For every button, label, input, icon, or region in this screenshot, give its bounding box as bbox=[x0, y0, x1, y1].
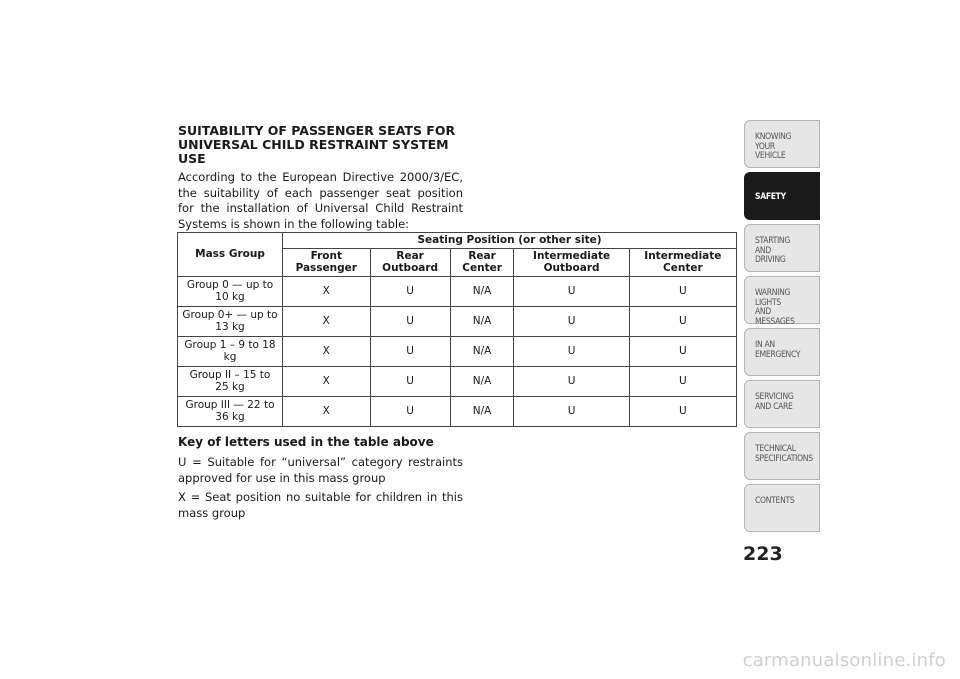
table-cell: U bbox=[629, 366, 736, 396]
table-cell: U bbox=[629, 276, 736, 306]
suitability-table bbox=[177, 232, 737, 427]
tab-in-an-emergency[interactable]: IN AN EMERGENCY bbox=[744, 328, 820, 376]
column-header: Intermediate Outboard bbox=[514, 248, 629, 276]
table-row bbox=[178, 366, 737, 396]
column-header: Rear Outboard bbox=[370, 248, 450, 276]
key-x-definition: X = Seat position no suitable for children in this mass group bbox=[178, 490, 463, 520]
table-cell: X bbox=[283, 366, 371, 396]
table-cell: N/A bbox=[450, 336, 514, 366]
column-header: Front Passenger bbox=[283, 248, 371, 276]
page-number: 223 bbox=[743, 543, 783, 565]
table-cell: U bbox=[370, 336, 450, 366]
mass-group-cell: Group 1 – 9 to 18 kg bbox=[178, 336, 283, 366]
section-heading: SUITABILITY OF PASSENGER SEATS FOR UNIVERSAL CHILD RESTRAINT SYSTEM USE bbox=[178, 123, 456, 166]
table-row bbox=[178, 306, 737, 336]
intro-paragraph: According to the European Directive 2000/3/EC, the suitability of each passenger seat position for the installation of Universal Child Restraint Systems is shown in the following table: bbox=[178, 170, 463, 231]
table-cell: X bbox=[283, 306, 371, 336]
seating-position-header: Seating Position (or other site) bbox=[283, 233, 737, 249]
table-cell: U bbox=[370, 306, 450, 336]
table-cell: U bbox=[514, 396, 629, 426]
mass-group-cell: Group 0+ — up to 13 kg bbox=[178, 306, 283, 336]
table-row bbox=[178, 276, 737, 306]
mass-group-cell: Group III — 22 to 36 kg bbox=[178, 396, 283, 426]
table-cell: X bbox=[283, 396, 371, 426]
column-header: Rear Center bbox=[450, 248, 514, 276]
chapter-tabs bbox=[744, 120, 820, 536]
mass-group-cell: Group II – 15 to 25 kg bbox=[178, 366, 283, 396]
tab-warning-lights-and-messages[interactable]: WARNING LIGHTS AND MESSAGES bbox=[744, 276, 820, 324]
watermark: carmanualsonline.info bbox=[742, 650, 946, 671]
table-cell: U bbox=[370, 396, 450, 426]
table-cell: U bbox=[370, 276, 450, 306]
table-cell: N/A bbox=[450, 276, 514, 306]
mass-group-header: Mass Group bbox=[178, 233, 283, 277]
table-cell: X bbox=[283, 336, 371, 366]
table-cell: U bbox=[629, 396, 736, 426]
table-header-row bbox=[178, 233, 737, 249]
mass-group-cell: Group 0 — up to 10 kg bbox=[178, 276, 283, 306]
table-cell: U bbox=[629, 306, 736, 336]
tab-starting-and-driving[interactable]: STARTING AND DRIVING bbox=[744, 224, 820, 272]
tab-servicing-and-care[interactable]: SERVICING AND CARE bbox=[744, 380, 820, 428]
table-cell: N/A bbox=[450, 366, 514, 396]
table-cell: U bbox=[629, 336, 736, 366]
table-row bbox=[178, 336, 737, 366]
tab-technical-specifications[interactable]: TECHNICAL SPECIFICATIONS bbox=[744, 432, 820, 480]
table-cell: N/A bbox=[450, 396, 514, 426]
table-cell: U bbox=[514, 336, 629, 366]
tab-knowing-your-vehicle[interactable]: KNOWING YOUR VEHICLE bbox=[744, 120, 820, 168]
table-cell: U bbox=[370, 366, 450, 396]
column-header: Intermediate Center bbox=[629, 248, 736, 276]
key-title: Key of letters used in the table above bbox=[178, 435, 434, 449]
table-cell: N/A bbox=[450, 306, 514, 336]
table-row bbox=[178, 396, 737, 426]
table-cell: U bbox=[514, 366, 629, 396]
tab-contents[interactable]: CONTENTS bbox=[744, 484, 820, 532]
table-cell: U bbox=[514, 276, 629, 306]
key-u-definition: U = Suitable for “universal” category restraints approved for use in this mass group bbox=[178, 455, 463, 485]
table-cell: X bbox=[283, 276, 371, 306]
tab-safety[interactable]: SAFETY bbox=[744, 172, 820, 220]
table-cell: U bbox=[514, 306, 629, 336]
